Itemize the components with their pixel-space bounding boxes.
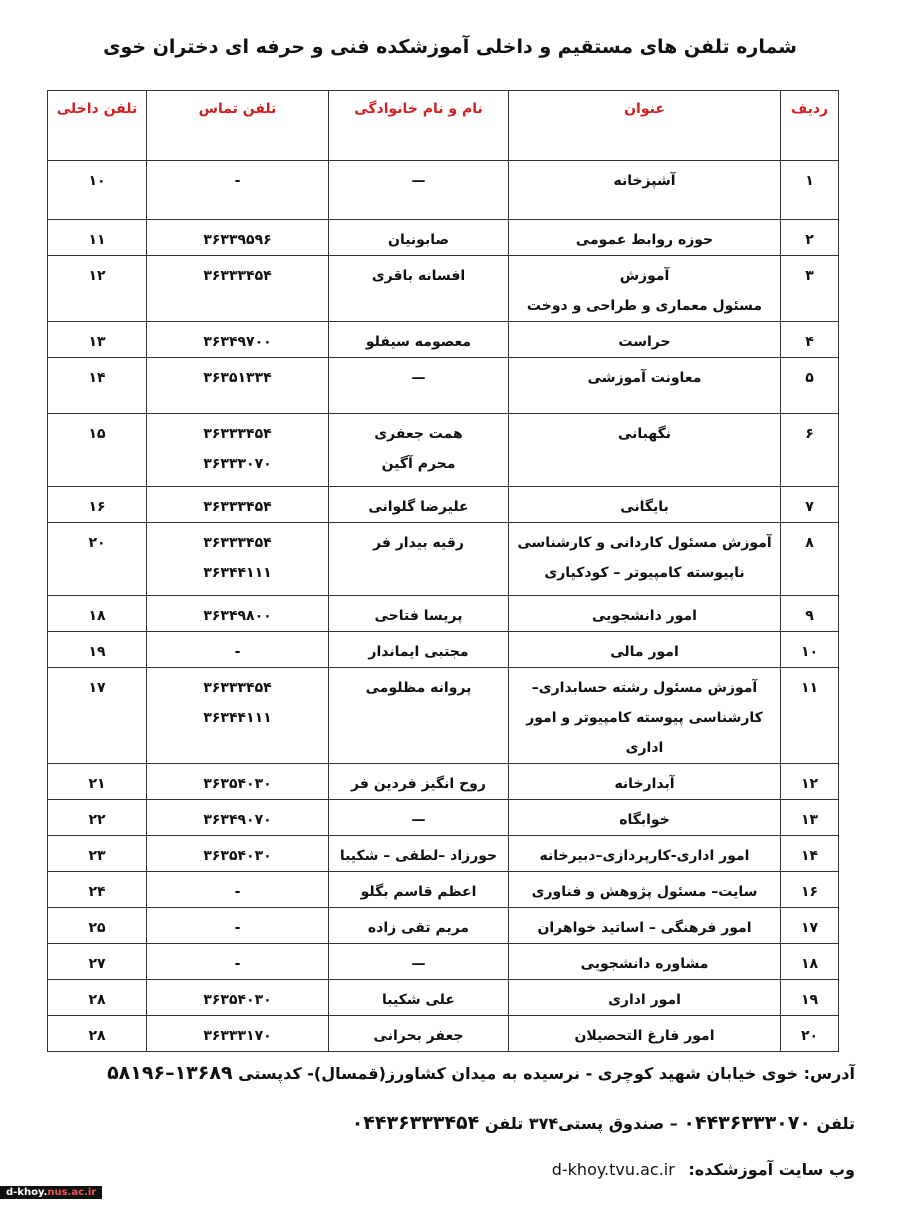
row-name: همت جعفری محرم آگین xyxy=(329,414,509,487)
row-name: — xyxy=(329,358,509,414)
row-extension: ۱۵ xyxy=(48,414,147,487)
table-row xyxy=(48,764,839,800)
row-extension: ۲۷ xyxy=(48,944,147,980)
row-title: امور اداری xyxy=(509,980,781,1016)
row-title: آبدارخانه xyxy=(509,764,781,800)
row-name: حورزاد –لطفی – شکیبا xyxy=(329,836,509,872)
row-phone: ۳۶۳۳۳۴۵۴ ۳۶۳۴۴۱۱۱ xyxy=(147,523,329,596)
row-phone: ۳۶۳۳۳۴۵۴ xyxy=(147,487,329,523)
website-link[interactable]: d-khoy.tvu.ac.ir xyxy=(551,1160,675,1179)
phone-label: تلفن xyxy=(816,1114,855,1133)
row-title: امور فارغ التحصیلان xyxy=(509,1016,781,1052)
row-name: صابونیان xyxy=(329,220,509,256)
row-phone: ۳۶۳۳۳۴۵۴ ۳۶۳۳۳۰۷۰ xyxy=(147,414,329,487)
row-extension: ۱۴ xyxy=(48,358,147,414)
row-name: جعفر بحرانی xyxy=(329,1016,509,1052)
row-phone: ۳۶۳۵۴۰۳۰ xyxy=(147,764,329,800)
row-title: بایگانی xyxy=(509,487,781,523)
row-extension: ۲۱ xyxy=(48,764,147,800)
row-title: نگهبانی xyxy=(509,414,781,487)
row-number: ۱۴ xyxy=(781,836,839,872)
row-name: پریسا فتاحی xyxy=(329,596,509,632)
row-title: حوزه روابط عمومی xyxy=(509,220,781,256)
address-text: خوی خیابان شهید کوچری - نرسیده به میدان کشاورز(قمسال)- کدپستی xyxy=(238,1064,799,1083)
row-name: رقیه بیدار فر xyxy=(329,523,509,596)
header-contact-phone: تلفن تماس xyxy=(147,91,329,161)
row-extension: ۲۸ xyxy=(48,980,147,1016)
row-title: حراست xyxy=(509,322,781,358)
row-title: آموزش مسئول رشته حسابداری– کارشناسی پیوسته کامپیوتر و امور اداری xyxy=(509,668,781,764)
row-title: آموزش مسئول کاردانی و کارشناسی ناپیوسته کامپیوتر – کودکیاری xyxy=(509,523,781,596)
row-title: آشپزخانه xyxy=(509,161,781,220)
watermark xyxy=(0,1186,102,1199)
row-title: خوابگاه xyxy=(509,800,781,836)
row-extension: ۱۹ xyxy=(48,632,147,668)
row-number: ۷ xyxy=(781,487,839,523)
row-phone: ۳۶۳۳۳۱۷۰ xyxy=(147,1016,329,1052)
row-phone: ۳۶۳۴۹۸۰۰ xyxy=(147,596,329,632)
row-extension: ۱۲ xyxy=(48,256,147,322)
row-title: امور مالی xyxy=(509,632,781,668)
row-name: — xyxy=(329,800,509,836)
header-title: عنوان xyxy=(509,91,781,161)
phone-directory-table xyxy=(47,90,839,1052)
row-extension: ۱۸ xyxy=(48,596,147,632)
row-name: پروانه مظلومی xyxy=(329,668,509,764)
row-number: ۱۸ xyxy=(781,944,839,980)
watermark-suffix: nus.ac.ir xyxy=(47,1187,97,1198)
row-name: افسانه باقری xyxy=(329,256,509,322)
row-phone: ۳۶۳۳۳۴۵۴ ۳۶۳۴۴۱۱۱ xyxy=(147,668,329,764)
row-name: روح انگیز فردین فر xyxy=(329,764,509,800)
row-number: ۳ xyxy=(781,256,839,322)
row-phone: - xyxy=(147,632,329,668)
phone-number-1: ۰۴۴۳۶۳۳۳۰۷۰ xyxy=(683,1112,811,1134)
row-name: — xyxy=(329,944,509,980)
row-phone: - xyxy=(147,908,329,944)
table-row xyxy=(48,596,839,632)
row-title: امور اداری-کارپردازی–دبیرخانه xyxy=(509,836,781,872)
table-row xyxy=(48,161,839,220)
row-title: امور دانشجویی xyxy=(509,596,781,632)
table-row xyxy=(48,944,839,980)
row-title: معاونت آموزشی xyxy=(509,358,781,414)
row-phone: ۳۶۳۵۴۰۳۰ xyxy=(147,980,329,1016)
row-phone: ۳۶۳۴۹۷۰۰ xyxy=(147,322,329,358)
table-row xyxy=(48,668,839,764)
row-number: ۱۲ xyxy=(781,764,839,800)
row-extension: ۲۴ xyxy=(48,872,147,908)
row-number: ۱۳ xyxy=(781,800,839,836)
row-phone: ۳۶۳۴۹۰۷۰ xyxy=(147,800,329,836)
row-extension: ۲۵ xyxy=(48,908,147,944)
row-name: — xyxy=(329,161,509,220)
row-name: معصومه سیفلو xyxy=(329,322,509,358)
row-phone: ۳۶۳۵۱۳۳۴ xyxy=(147,358,329,414)
row-number: ۱۹ xyxy=(781,980,839,1016)
phone-number-2: ۰۴۴۳۶۳۳۳۴۵۴ xyxy=(351,1112,480,1134)
row-name: مریم تقی زاده xyxy=(329,908,509,944)
header-full-name: نام و نام خانوادگی xyxy=(329,91,509,161)
address-line xyxy=(60,1062,855,1084)
row-extension: ۱۱ xyxy=(48,220,147,256)
row-extension: ۱۷ xyxy=(48,668,147,764)
row-phone: ۳۶۳۵۴۰۳۰ xyxy=(147,836,329,872)
header-internal-phone: تلفن داخلی xyxy=(48,91,147,161)
table-header-row xyxy=(48,91,839,161)
row-title: سایت– مسئول پژوهش و فناوری xyxy=(509,872,781,908)
phone-line xyxy=(60,1112,855,1134)
table-row xyxy=(48,487,839,523)
row-title: امور فرهنگی – اساتید خواهران xyxy=(509,908,781,944)
row-name: اعظم قاسم بگلو xyxy=(329,872,509,908)
row-extension: ۱۰ xyxy=(48,161,147,220)
row-name: علیرضا گلوانی xyxy=(329,487,509,523)
row-number: ۲ xyxy=(781,220,839,256)
row-number: ۱۷ xyxy=(781,908,839,944)
row-number: ۱ xyxy=(781,161,839,220)
row-phone: - xyxy=(147,872,329,908)
row-extension: ۲۳ xyxy=(48,836,147,872)
table-row xyxy=(48,800,839,836)
row-phone: ۳۶۳۳۳۴۵۴ xyxy=(147,256,329,322)
page-title: شماره تلفن های مستقیم و داخلی آموزشکده فنی و حرفه ای دختران خوی xyxy=(103,36,797,58)
table-row xyxy=(48,220,839,256)
table-row xyxy=(48,980,839,1016)
table-row xyxy=(48,322,839,358)
table-row xyxy=(48,358,839,414)
table-row xyxy=(48,632,839,668)
row-number: ۲۰ xyxy=(781,1016,839,1052)
row-number: ۱۱ xyxy=(781,668,839,764)
row-number: ۴ xyxy=(781,322,839,358)
table-row xyxy=(48,872,839,908)
row-number: ۹ xyxy=(781,596,839,632)
row-title: آموزش مسئول معماری و طراحی و دوخت xyxy=(509,256,781,322)
row-number: ۶ xyxy=(781,414,839,487)
row-name: علی شکیبا xyxy=(329,980,509,1016)
row-extension: ۲۰ xyxy=(48,523,147,596)
table-row xyxy=(48,256,839,322)
row-phone: ۳۶۳۳۹۵۹۶ xyxy=(147,220,329,256)
row-name: مجتبی ایماندار xyxy=(329,632,509,668)
table-row xyxy=(48,414,839,487)
row-phone: - xyxy=(147,161,329,220)
row-number: ۸ xyxy=(781,523,839,596)
row-extension: ۲۸ xyxy=(48,1016,147,1052)
row-extension: ۱۳ xyxy=(48,322,147,358)
table-row xyxy=(48,1016,839,1052)
row-number: ۱۶ xyxy=(781,872,839,908)
row-phone: - xyxy=(147,944,329,980)
header-row-number: ردیف xyxy=(781,91,839,161)
postal-code: ۱۳۶۸۹–۵۸۱۹۶ xyxy=(107,1062,233,1084)
row-extension: ۱۶ xyxy=(48,487,147,523)
table-row xyxy=(48,523,839,596)
row-title: مشاوره دانشجویی xyxy=(509,944,781,980)
address-label: آدرس: xyxy=(803,1064,855,1083)
table-row xyxy=(48,908,839,944)
website-line xyxy=(60,1160,855,1179)
row-number: ۱۰ xyxy=(781,632,839,668)
table-row xyxy=(48,836,839,872)
watermark-prefix: d-khoy. xyxy=(6,1187,48,1198)
row-number: ۵ xyxy=(781,358,839,414)
po-box-text: – صندوق پستی۳۷۴ تلفن xyxy=(484,1114,678,1133)
row-extension: ۲۲ xyxy=(48,800,147,836)
website-label: وب سایت آموزشکده: xyxy=(688,1160,855,1179)
